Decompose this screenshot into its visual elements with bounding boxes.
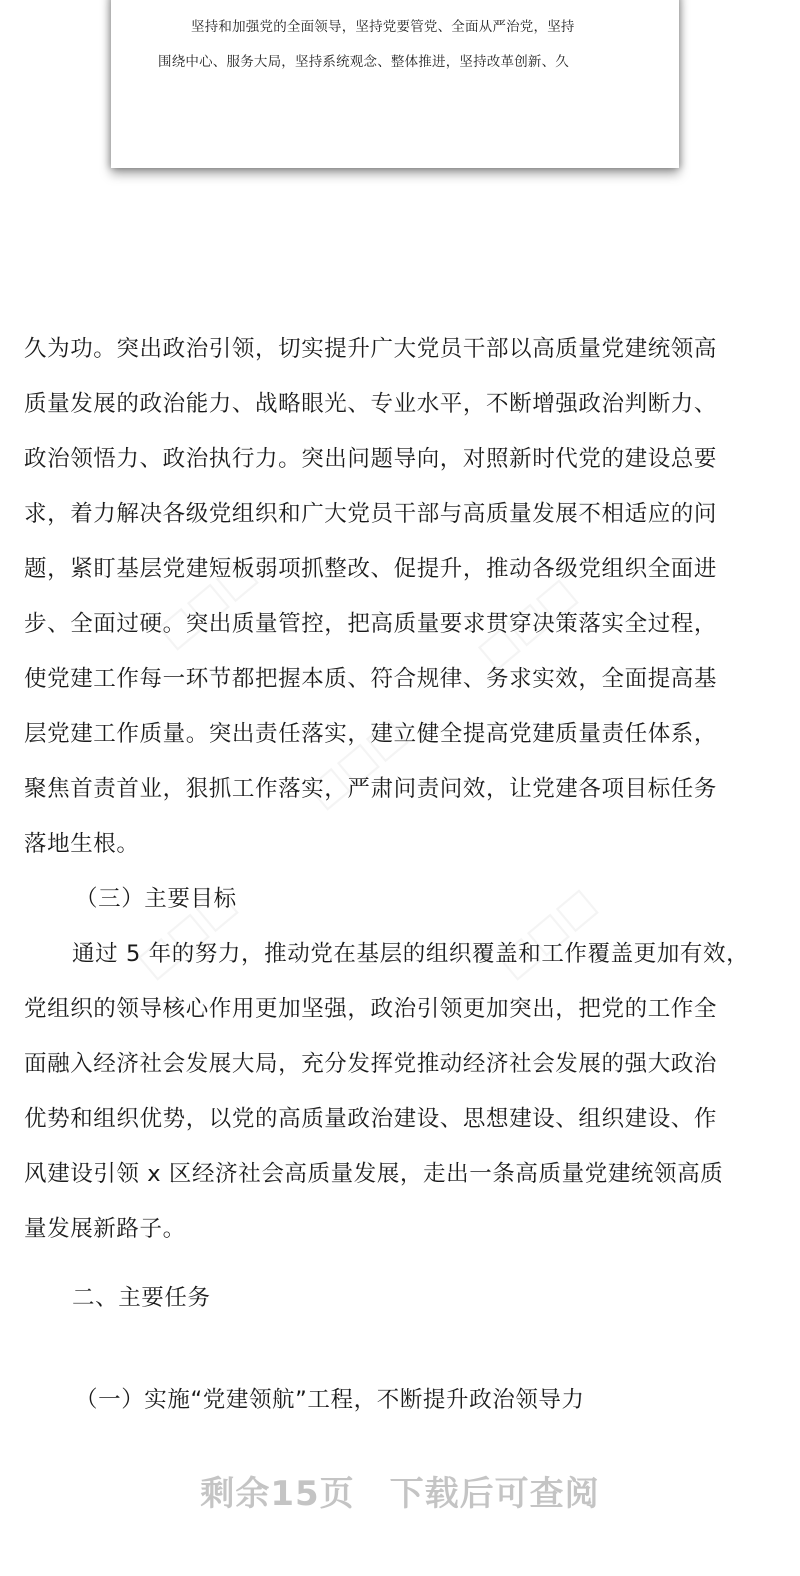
remaining-pages-notice[interactable]: 剩余15页 下载后可查阅 (200, 1474, 600, 1514)
paragraph-line: 聚焦首责首业，狠抓工作落实，严肃问责问效，让党建各项目标任务 (24, 776, 718, 802)
paragraph-line: 步、全面过硬。突出质量管控，把高质量要求贯穿决策落实全过程， (24, 611, 718, 637)
paragraph-line: 通过 5 年的努力，推动党在基层的组织覆盖和工作覆盖更加有效， (72, 941, 750, 967)
paragraph-line: 层党建工作质量。突出责任落实，建立健全提高党建质量责任体系， (24, 721, 718, 747)
paragraph-line: 面融入经济社会发展大局，充分发挥党推动经济社会发展的强大政治 (24, 1051, 718, 1077)
paragraph-line: 政治领悟力、政治执行力。突出问题导向，对照新时代党的建设总要 (24, 446, 718, 472)
document-preview-card (111, 0, 679, 168)
paragraph-line: 优势和组织优势，以党的高质量政治建设、思想建设、组织建设、作 (24, 1106, 718, 1132)
paragraph-line: 量发展新路子。 (24, 1216, 186, 1242)
paragraph-line: 求，着力解决各级党组织和广大党员干部与高质量发展不相适应的问 (24, 501, 718, 527)
watermark-graphic (488, 879, 604, 987)
paragraph-line: 落地生根。 (24, 831, 140, 857)
paragraph-line: 风建设引领 x 区经济社会高质量发展，走出一条高质量党建统领高质 (24, 1161, 724, 1187)
paragraph-line: 题，紧盯基层党建短板弱项抓整改、促提升，推动各级党组织全面进 (24, 556, 718, 582)
section-heading-goals: （三）主要目标 (75, 886, 237, 912)
paragraph-line: 质量发展的政治能力、战略眼光、专业水平，不断增强政治判断力、 (24, 391, 718, 417)
section-heading-tasks: 二、主要任务 (72, 1285, 211, 1311)
preview-line: 坚持和加强党的全面领导，坚持党要管党、全面从严治党，坚持 (191, 19, 575, 35)
paragraph-line: 使党建工作每一环节都把握本质、符合规律、务求实效，全面提高基 (24, 666, 718, 692)
subsection-heading: （一）实施“党建领航”工程，不断提升政治领导力 (75, 1387, 585, 1413)
preview-line: 围绕中心、服务大局，坚持系统观念、整体推进，坚持改革创新、久 (158, 54, 569, 70)
paragraph-line: 久为功。突出政治引领，切实提升广大党员干部以高质量党建统领高 (24, 336, 718, 362)
paragraph-line: 党组织的领导核心作用更加坚强，政治引领更加突出，把党的工作全 (24, 996, 718, 1022)
